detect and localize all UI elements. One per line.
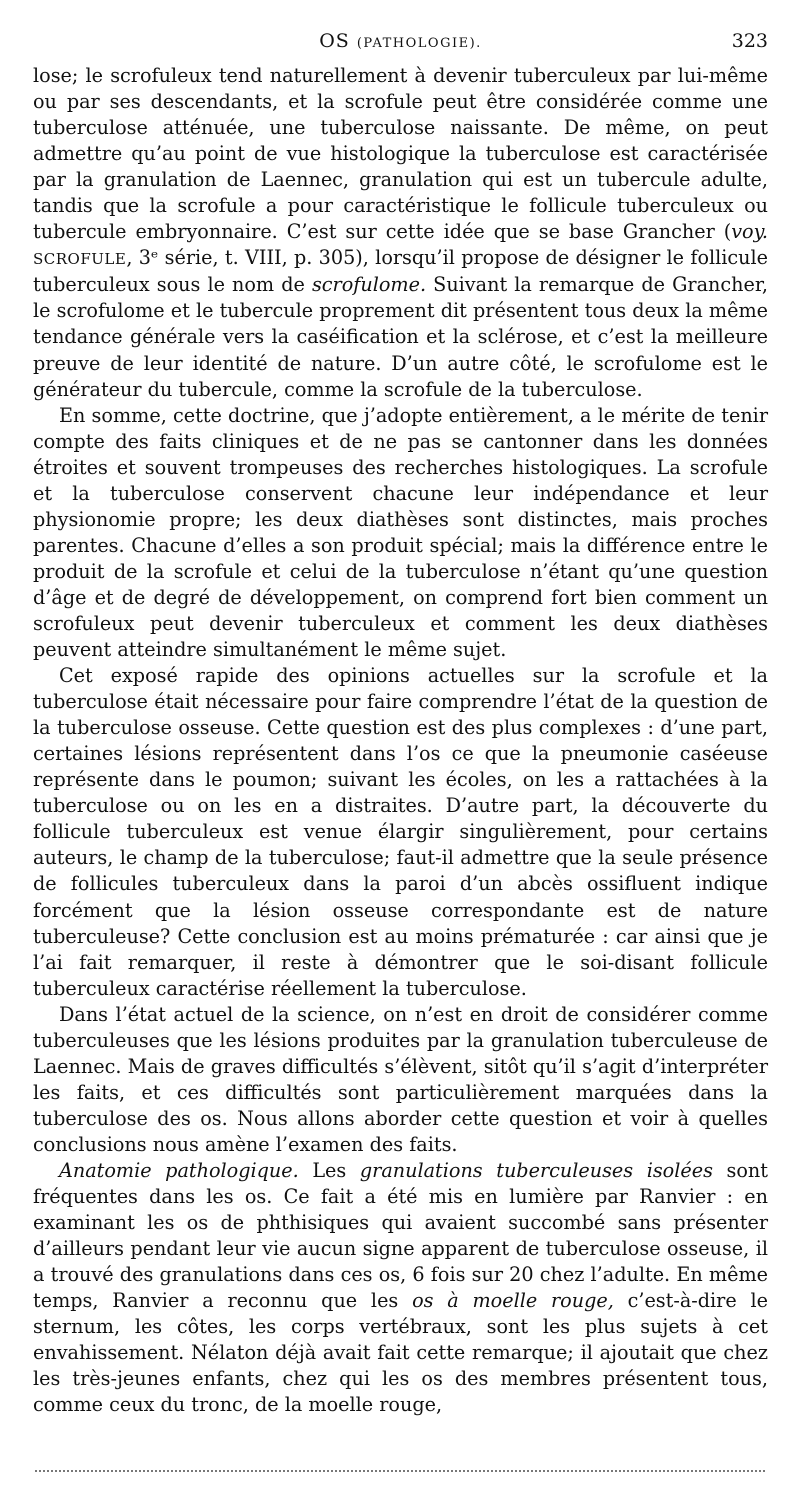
text-run: sont fréquentes dans les os. Ce fait a été mis en lumière par Ranvier : en examinant les os de phthisiques qui avaient succombé sans présenter d’ailleurs pendant leur vie aucun signe apparent de tuberculose osseuse, il a trouvé des granulations dans ces os, 6 fois sur 20 chez l’adulte. En même temps, Ranvier a reconnu que les <box>33 1158 768 1313</box>
text-run: , 3ᵉ série, t. VIII, p. 305), lorsqu’il propose de désigner le follicule tuberculeux sous le nom de <box>33 246 768 297</box>
header-title-sub: (PATHOLOGIE). <box>356 36 482 51</box>
italic-text: Anatomie pathologique. <box>59 1158 299 1182</box>
page-number: 323 <box>731 30 768 52</box>
text-run: c’est-à-dire le sternum, les côtes, les corps vertébraux, sont les plus sujets à cet envahissement. Nélaton déjà avait fait cette remarque; il ajoutait que chez les très-jeunes enfants, chez qui les os des membres présentent tous, comme ceux du tronc, de la moelle rouge, <box>33 1289 768 1417</box>
running-header <box>33 30 768 60</box>
text-run: lose; le scrofuleux tend naturellement à devenir tuberculeux par lui-même ou par ses descendants, et la scrofule peut être considérée comme une tuberculose atténuée, une tuberculose naissante. De même, on peut admettre qu’au point de vue histologique la tuberculose est caractérisée par la granulation de Laennec, granulation qui est un tubercule adulte, tandis que la scrofule a pour caractéristique le follicule tuberculeux ou tubercule embryonnaire. C’est sur cette idée que se base Grancher ( <box>33 64 768 244</box>
italic-text: voy. <box>731 220 768 244</box>
paragraph <box>33 663 768 1002</box>
header-title-main: OS <box>319 30 350 52</box>
small-caps-text: SCROFULE <box>33 250 127 269</box>
header-title <box>33 30 768 52</box>
footer-dotted-rule <box>35 1470 765 1472</box>
paragraph <box>33 1002 768 1158</box>
text-run: En somme, cette doctrine, que j’adopte entièrement, a le mérite de tenir compte des faits cliniques et de ne pas se cantonner dans les données étroites et souvent trompeuses des recherches histologiques. La scrofule et la tuberculose conservent chacune leur indépendance et leur physionomie propre; les deux diathèses sont distinctes, mais proches parentes. Chacune d’elles a son produit spécial; mais la différence entre le produit de la scrofule et celui de la tuberculose n’étant qu’une question d’âge et de degré de développement, on comprend fort bien comment un scrofuleux peut devenir tuberculeux et comment les deux diathèses peuvent atteindre simultanément le même sujet. <box>33 403 768 662</box>
paragraph <box>33 1158 768 1418</box>
body-text <box>33 63 768 1418</box>
italic-text: scrofulome. <box>311 273 427 297</box>
italic-text: granulations tuberculeuses isolées <box>359 1158 713 1182</box>
text-run: Les <box>298 1158 360 1182</box>
paragraph <box>33 403 768 663</box>
italic-text: os à moelle rouge, <box>412 1289 614 1313</box>
paragraph <box>33 63 768 403</box>
text-run: Dans l’état actuel de la science, on n’est en droit de considérer comme tuberculeuses que les lésions produites par la granulation tuberculeuse de Laennec. Mais de graves difficultés s’élèvent, sitôt qu’il s’agit d’interpréter les faits, et ces difficultés sont particulièrement marquées dans la tuberculose des os. Nous allons aborder cette question et voir à quelles conclusions nous amène l’examen des faits. <box>33 1002 768 1156</box>
text-run: Cet exposé rapide des opinions actuelles sur la scrofule et la tuberculose était nécessaire pour faire comprendre l’état de la question de la tuberculose osseuse. Cette question est des plus complexes : d’une part, certaines lésions représentent dans l’os ce que la pneumonie caséeuse représente dans le poumon; suivant les écoles, on les a rattachées à la tuberculose ou on les en a distraites. D’autre part, la découverte du follicule tuberculeux est venue élargir singulièrement, pour certains auteurs, le champ de la tuberculose; faut-il admettre que la seule présence de follicules tuberculeux dans la paroi d’un abcès ossifluent indique forcément que la lésion osseuse correspondante est de nature tuberculeuse? Cette conclusion est au moins prématurée : car ainsi que je l’ai fait remarquer, il reste à démontrer que le soi-disant follicule tuberculeux caractérise réellement la tuberculose. <box>33 664 768 1000</box>
text-run: Suivant la remarque de Grancher, le scrofulome et le tubercule proprement dit présentent tous deux la même tendance générale vers la caséification et la sclérose, et c’est la meilleure preuve de leur identité de nature. D’un autre côté, le scrofulome est le générateur du tubercule, comme la scrofule de la tuberculose. <box>33 273 768 401</box>
